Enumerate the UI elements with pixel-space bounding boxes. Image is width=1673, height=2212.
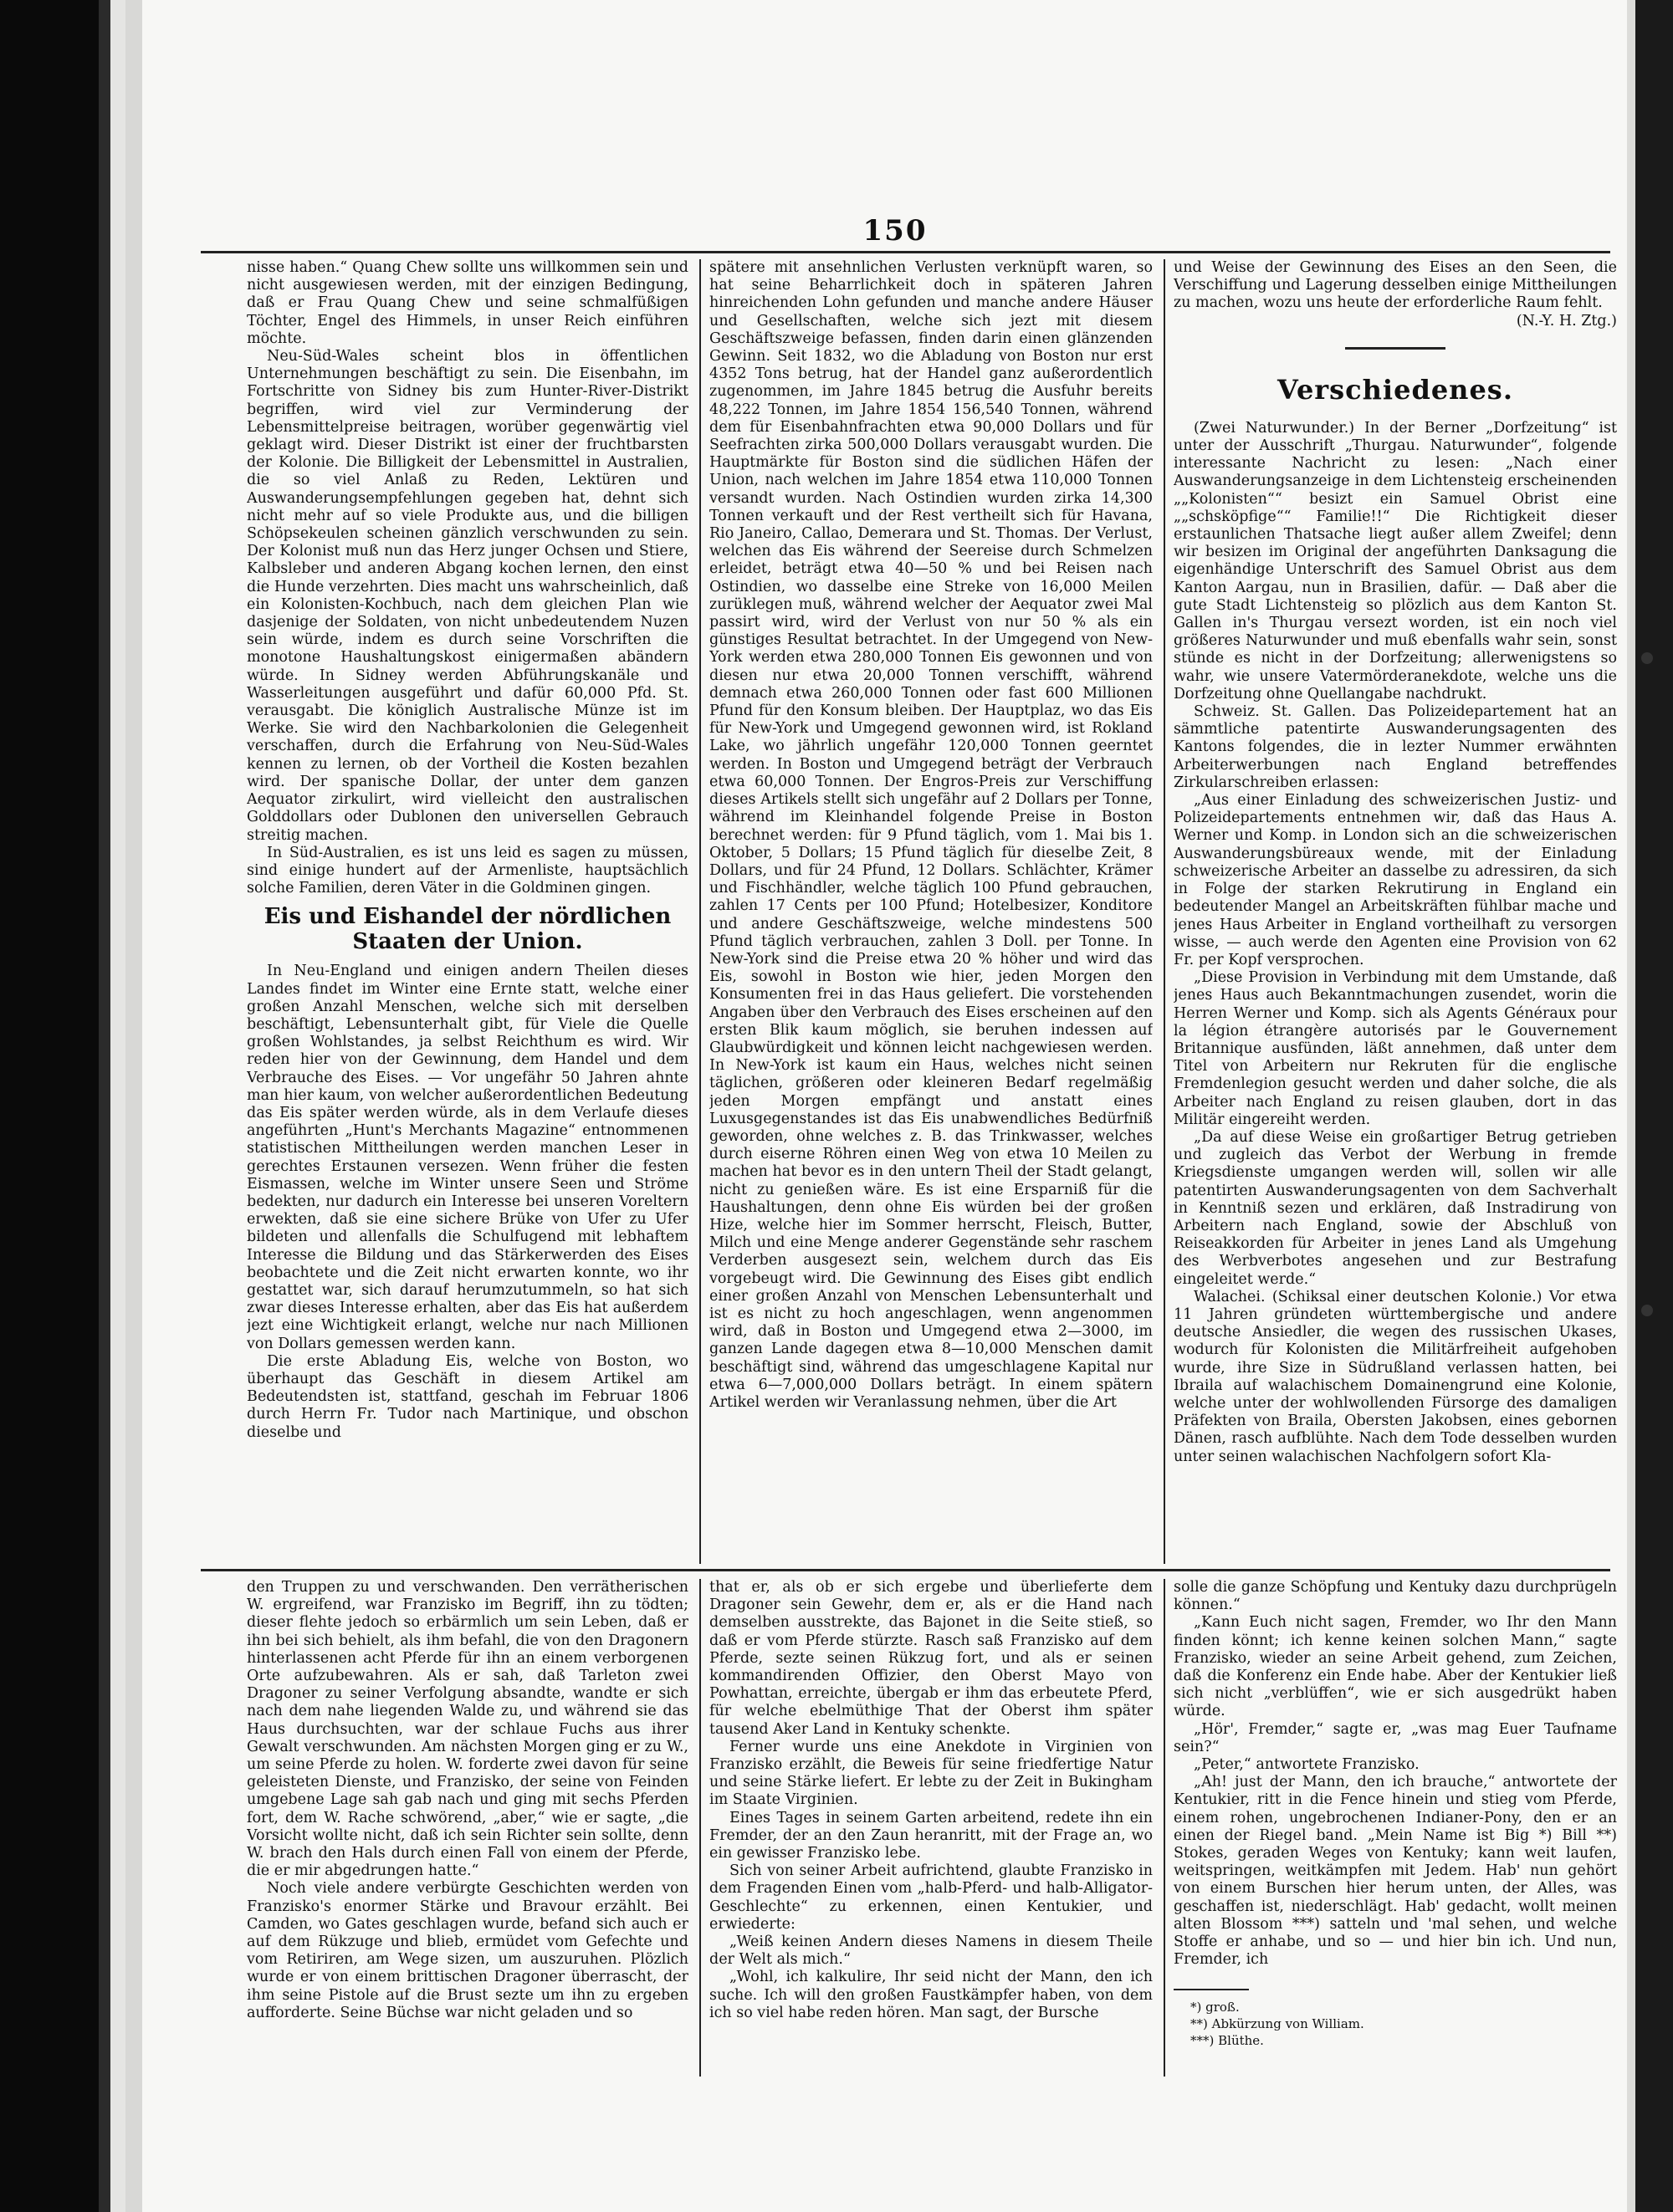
feuilleton-rule xyxy=(201,1569,1610,1571)
binding-edge xyxy=(0,0,125,2212)
paragraph: Sich von seiner Arbeit aufrichtend, glaubte Franzisko in dem Fragenden Einen vom „halb-Pferd- und halb-Alligator-Geschlechte“ zu erkennen, einen Kentukier, und erwiederte: xyxy=(709,1862,1153,1933)
footnote: ***) Blüthe. xyxy=(1190,2033,1264,2049)
feuilleton-column-2 xyxy=(709,1579,1153,2081)
paragraph: Die erste Abladung Eis, welche von Boston, wo überhaupt das Geschäft in diesem Artikel am Bedeutendsten ist, stattfand, geschah im Februar 1806 durch Herrn Fr. Tudor nach Martinique, und obschon dieselbe und xyxy=(247,1352,688,1441)
paragraph: „Wohl, ich kalkulire, Ihr seid nicht der Mann, den ich suche. Ich will den großen Faustkämpfer haben, von dem ich so viel habe reden hören. Man sagt, der Bursche xyxy=(709,1969,1153,2021)
column-rule xyxy=(699,259,701,1564)
footnote: *) groß. xyxy=(1190,2000,1240,2015)
column-rule xyxy=(1164,1579,1165,2077)
paragraph: spätere mit ansehnlichen Verlusten verknüpft waren, so hat seine Beharrlichkeit doch in späteren Jahren hinreichenden Lohn gefunden und manche andere Häuser und Gesellschaften, welche sich jezt mit diesem Geschäftszweige befassen, finden darin einen glänzenden Gewinn. Seit 1832, wo die Abladung von Boston nur erst 4352 Tons betrug, hat der Handel ganz außerordentlich zugenommen, im Jahre 1845 betrug die Ausfuhr bereits 48,222 Tonnen, im Jahre 1854 156,540 Tonnen, während dem für Eisenbahnfrachten etwa 90,000 Dollars und für Seefrachten zirka 500,000 Dollars verausgabt wurden. Die Hauptmärkte für Boston sind die südlichen Häfen der Union, nach welchen im Jahre 1854 etwa 110,000 Tonnen versandt wurden. Nach Ostindien wurden zirka 14,300 Tonnen verkauft und der Rest vertheilt sich für Havana, Rio Janeiro, Callao, Demerara und St. Thomas. Der Verlust, welchen das Eis während der Seereise durch Schmelzen erleidet, beträgt etwa 40—50 % und bei Reisen nach Ostindien, wo dasselbe eine Streke von 16,000 Meilen zurüklegen muß, während welcher der Aequator zwei Mal passirt wird, wird der Verlust von nur 50 % als ein günstiges Resultat betrachtet. In der Umgegend von New-York werden etwa 280,000 Tonnen Eis gewonnen und von diesen nur etwa 20,000 Tonnen verschifft, während demnach etwa 260,000 Tonnen oder fast 600 Millionen Pfund für den Konsum bleiben. Der Hauptplaz, wo das Eis für New-York und Umgegend gewonnen wird, ist Rokland Lake, wo jährlich ungefähr 120,000 Tonnen geerntet werden. In Boston und Umgegend beträgt der Verbrauch etwa 60,000 Tonnen. Der Engros-Preis zur Verschiffung dieses Artikels stellt sich ungefähr auf 2 Dollars per Tonne, während im Kleinhandel folgende Preise in Boston berechnet werden: für 9 Pfund täglich, vom 1. Mai bis 1. Oktober, 5 Dollars; 15 Pfund täglich für dieselbe Zeit, 8 Dollars, und für 24 Pfund, 12 Dollars. Schlächter, Krämer und Fischhändler, welche täglich 100 Pfund gebrauchen, zahlen 17 Cents per 100 Pfund; Hotelbesizer, Konditore und andere Geschäftszweige, welche mindestens 500 Pfund täglich verbrauchen, zahlen 3 Doll. per Tonne. In New-York sind die Preise etwa 20 % höher und wird das Eis, sowohl in Boston wie hier, jeden Morgen den Konsumenten frei in das Haus geliefert. Die vorstehenden Angaben über den Verbrauch des Eises erscheinen auf den ersten Blik kaum möglich, sie beruhen indessen auf Glaubwürdigkeit und können leicht nachgewiesen werden. In New-York ist kaum ein Haus, welches nicht seinen täglichen, größeren oder kleineren Bedarf regelmäßig jeden Morgen empfängt und anstatt eines Luxusgegenstandes ist das Eis unabwendliches Bedürfniß geworden, ohne welches z. B. das Trinkwasser, welches durch eiserne Röhren einen Weg von etwa 10 Meilen zu machen hat bevor es in den untern Theil der Stadt gelangt, nicht zu genießen wäre. Es ist eine Ersparniß für die Haushaltungen, denn ohne Eis würden bei der großen Hize, welche hier im Sommer herrscht, Fleisch, Butter, Milch und eine Menge anderer Gegenstände sehr raschem Verderben ausgesezt sein, welchem durch das Eis vorgebeugt wird. Die Gewinnung des Eises gibt endlich einer großen Anzahl von Menschen Lebensunterhalt und ist es nicht zu hoch angeschlagen, wenn angenommen wird, daß in Boston und Umgegend etwa 2—3000, im ganzen Lande dagegen etwa 8—10,000 Menschen damit beschäftigt sind, während das umgeschlagene Kapital nur etwa 6—7,000,000 Dollars beträgt. In einem spätern Artikel werden wir Veranlassung nehmen, über die Art xyxy=(709,259,1153,1411)
paragraph: „Da auf diese Weise ein großartiger Betrug getrieben und zugleich das Verbot der Werbung in fremde Kriegsdienste umgangen werden will, sollen wir alle patentirten Auswanderungsagenten von dem Sachverhalt in Kenntniß sezen und erklären, daß Instradirung von Arbeitern nach England, sowie der Abschluß von Reiseakkorden für Arbeiter in jenes Land als Umgehung des Werbverbotes angesehen und zur Bestrafung eingeleitet werde.“ xyxy=(1174,1128,1617,1288)
feuilleton-column-3 xyxy=(1174,1579,1617,2097)
paragraph: „Hör', Fremder,“ sagte er, „was mag Euer Taufname sein?“ xyxy=(1174,1720,1617,1755)
paragraph: In Neu-England und einigen andern Theilen dieses Landes findet im Winter eine Ernte statt, welche einer großen Anzahl Menschen, welche sich mit derselben beschäftigt, Lebensunterhalt gibt, für Viele die Quelle großen Wohlstandes, ja selbst Reichthum es wird. Wir reden hier von der Gewinnung, dem Handel und dem Verbrauche des Eises. — Vor ungefähr 50 Jahren ahnte man hier kaum, von welcher außerordentlichen Bedeutung das Eis später werden würde, als in dem Verlaufe dieses angeführten „Hunt's Merchants Magazine“ entnommenen statistischen Mittheilungen werden manchen Leser in gerechtes Erstaunen versezen. Wenn früher die festen Eismassen, welche im Winter unsere Seen und Ströme bedekten, nur dadurch ein Interesse bei unseren Voreltern erwekten, daß sie eine sichere Brüke von Ufer zu Ufer bildeten und allenfalls die Schulfugend mit lebhaftem Interesse die Bildung und das Stärkerwerden des Eises beobachtete und die Zeit nicht erwarten konnte, wo ihr gestattet war, sich darauf herumzutummeln, so hat sich zwar dieses Interesse erhalten, aber das Eis hat außerdem jezt eine Wichtigkeit erlangt, welche nur nach Millionen von Dollars gemessen werden kann. xyxy=(247,963,688,1352)
paragraph: „Peter,“ antwortete Franzisko. xyxy=(1194,1756,1420,1774)
paragraph: Ferner wurde uns eine Anekdote in Virginien von Franzisko erzählt, die Beweis für seine friedfertige Natur und seine Stärke liefert. Er lebte zu der Zeit in Bukingham im Staate Virginien. xyxy=(709,1738,1153,1809)
footnote-rule xyxy=(1174,1989,1249,1990)
article-heading: Eis und Eishandel der nördlichen Staaten der Union. xyxy=(263,904,672,955)
paragraph: In Süd-Australien, es ist uns leid es sagen zu müssen, sind einige hundert auf der Armenliste, hauptsächlich solche Familien, deren Väter in die Goldminen gingen. xyxy=(247,844,688,897)
footnote: **) Abkürzung von William. xyxy=(1190,2016,1364,2032)
paragraph: solle die ganze Schöpfung und Kentuky dazu durchprügeln können.“ xyxy=(1174,1579,1617,1614)
page-number: 150 xyxy=(862,214,928,248)
page-gutter xyxy=(125,0,142,2212)
paragraph: nisse haben.“ Quang Chew sollte uns willkommen sein und nicht ausgewiesen werden, mit der einzigen Bedingung, daß er Frau Quang Chew und seine schmalfüßigen Töchter, Engel des Himmels, in unser Reich einführen möchte. xyxy=(247,259,688,347)
paragraph: den Truppen zu und verschwanden. Den verrätherischen W. ergreifend, war Franzisko im Begriff, ihn zu tödten; dieser flehte jedoch so erbärmlich um sein Leben, daß er ihn bei sich behielt, als ihm befahl, die von den Dragonern hinterlassenen acht Pferde für ihn an einem verborgenen Orte aufzubewahren. Als er sah, daß Tarleton zwei Dragoner zu seiner Verfolgung absandte, wandte er sich nach dem nahe liegenden Walde zu, und während sie das Haus durchsuchten, war der schlaue Fuchs aus ihrer Gewalt verschwunden. Am nächsten Morgen ging er zu W., um seine Pferde zu holen. W. forderte zwei davon für seine geleisteten Dienste, und Franzisko, der seine von Feinden umgebene Lage sah gab nach und ging mit sechs Pferden fort, dem W. Rache schwörend, „aber,“ wie er sagte, „die Vorsicht wollte nicht, daß ich sein Richter sein sollte, denn W. brach den Hals durch einen Fall von einem der Pferde, die er mir abgedrungen hatte.“ xyxy=(247,1579,688,1880)
right-page-edge xyxy=(1627,0,1673,2212)
paragraph: Noch viele andere verbürgte Geschichten werden von Franzisko's enormer Stärke und Bravour erzählt. Bei Camden, wo Gates geschlagen wurde, befand sich auch er auf dem Rükzuge und blieb, ermüdet vom Gefechte und vom Retiriren, am Wege sizen, um auszuruhen. Plözlich wurde er von einem brittischen Dragoner überrascht, der ihm seine Pistole auf die Brust sezte um ihn zu ergeben aufforderte. Seine Büchse war nicht geladen und so xyxy=(247,1880,688,2021)
paragraph: Neu-Süd-Wales scheint blos in öffentlichen Unternehmungen beschäftigt zu sein. Die Eisenbahn, im Fortschritte von Sidney bis zum Hunter-River-Distrikt begriffen, wird viel zur Verminderung der Lebensmittelpreise beitragen, worüber gegenwärtig viel geklagt wird. Dieser Distrikt ist einer der fruchtbarsten der Kolonie. Die Billigkeit der Lebensmittel in Australien, die so viel Anlaß zu Reden, Lektüren und Auswanderungsempfehlungen gegeben hat, dehnt sich nicht mehr auf so viele Produkte aus, und die billigen Schöpsekeulen scheinen gänzlich verschwunden zu sein. Der Kolonist muß nun das Herz junger Ochsen und Stiere, Kalbsleber und anderen Abgang kochen lernen, den einst die Hunde verzehrten. Dies macht uns wahrscheinlich, daß ein Kolonisten-Kochbuch, nach dem gleichen Plan wie dasjenige der Soldaten, von nicht unbedeutendem Nuzen sein würde, indem es durch seine Vorschriften die monotone Haushaltungskost einigermaßen abändern würde. In Sidney werden Abführungskanäle und Wasserleitungen ausgeführt und dafür 60,000 Pfd. St. verausgabt. Die königlich Australische Münze ist im Werke. Sie wird den Nachbarkolonien die Gelegenheit verschaffen, durch die Erfahrung von Neu-Süd-Wales kennen zu lernen, ob der Vortheil die Kosten bezahlen wird. Der spanische Dollar, der unter dem ganzen Aequator zirkulirt, wird vielleicht den australischen Golddollars oder Dublonen den universellen Gebrauch streitig machen. xyxy=(247,348,688,844)
column-2 xyxy=(709,259,1153,1566)
source-citation: (N.-Y. H. Ztg.) xyxy=(1516,312,1617,330)
paragraph: Walachei. (Schiksal einer deutschen Kolonie.) Vor etwa 11 Jahren gründeten württembergische und andere deutsche Ansiedler, die wegen des russischen Ukases, wodurch für Kolonisten die Militärfreiheit aufgehoben wurde, ihre Size in Südrußland verlassen hatten, bei Ibraila auf walachischem Domainengrund eine Kolonie, welche unter der wohlwollenden Fürsorge des damaligen Präfekten von Braila, Obersten Jakobsen, eines gebornen Dänen, rasch aufblühte. Nach dem Tode desselben wurden unter seinen walachischen Nachfolgern sofort Kla- xyxy=(1174,1288,1617,1465)
column-3 xyxy=(1174,259,1617,1566)
column-rule xyxy=(1164,259,1165,1564)
paragraph: und Weise der Gewinnung des Eises an den Seen, die Verschiffung und Lagerung desselben einige Mittheilungen zu machen, wozu uns heute der erforderliche Raum fehlt. xyxy=(1174,259,1617,312)
column-1 xyxy=(247,259,688,1566)
paragraph: „Weiß keinen Andern dieses Namens in diesem Theile der Welt als mich.“ xyxy=(709,1934,1153,1969)
paragraph: „Aus einer Einladung des schweizerischen Justiz- und Polizeidepartements entnehmen wir, daß das Haus A. Werner und Komp. in London sich an die schweizerischen Auswanderungsbüreaux wende, mit der Einladung schweizerische Arbeiter an dasselbe zu adressiren, da sich in Folge der starken Rekrutirung in England ein bedeutender Mangel an Arbeitskräften fühlbar mache und jenes Haus Arbeiter in England vortheilhaft zu versorgen wisse, — auch werde den Agenten eine Provision von 62 Fr. per Kopf versprochen. xyxy=(1174,792,1617,968)
paragraph: (Zwei Naturwunder.) In der Berner „Dorfzeitung“ ist unter der Ausschrift „Thurgau. Naturwunder“, folgende interessante Nachricht zu lesen: „Nach einer Auswanderungsanzeige in dem Lichtensteig erscheinenden „„Kolonisten““ besizt ein Samuel Obrist eine „„schsköpfige““ Familie!!“ Die Richtigkeit dieser erstaunlichen Thatsache liegt außer allem Zweifel; denn wir besizen im Original der angeführten Danksagung die eigenhändige Unterschrift des Samuel Obrist aus dem Kanton Aargau, nun in Brasilien, dafür. — Daß aber die gute Stadt Lichtensteig so plözlich aus dem Kanton St. Gallen in's Thurgau versezt worden, ist ein noch viel größeres Naturwunder und muß ebenfalls wahr sein, sonst stünde es nicht in der Dorfzeitung; allerwenigstens so wahr, wie unsere Vatermörderanekdote, welche uns die Dorfzeitung ohne Quellangabe nachdrukt. xyxy=(1174,419,1617,702)
paragraph: „Kann Euch nicht sagen, Fremder, wo Ihr den Mann finden könnt; ich kenne keinen solchen Mann,“ sagte Franzisko, wieder an seine Arbeit gehend, zum Zeichen, daß die Konferenz ein Ende habe. Aber der Kentukier ließ sich nicht „verblüffen“, wie er sich ausgedrükt haben würde. xyxy=(1174,1614,1617,1720)
paragraph: Eines Tages in seinem Garten arbeitend, redete ihn ein Fremder, der an den Zaun heranritt, mit der Frage an, wo ein gewisser Franzisko lebe. xyxy=(709,1809,1153,1862)
feuilleton-column-1 xyxy=(247,1579,688,2081)
section-rule xyxy=(1345,347,1445,350)
column-rule xyxy=(699,1579,701,2077)
paragraph: „Diese Provision in Verbindung mit dem Umstande, daß jenes Haus auch Bekanntmachungen zusendet, worin die Herren Werner und Komp. sich als Agents Généraux pour la légion étrangère autorisés par le Gouvernement Britannique ausfünden, läßt annehmen, daß unter dem Titel von Arbeitern nur Rekruten für die englische Fremdenlegion gesucht werden und daher solche, die als Arbeiter nach England zu reisen glauben, dort in das Militär eingereiht werden. xyxy=(1174,969,1617,1128)
paragraph: Schweiz. St. Gallen. Das Polizeidepartement hat an sämmtliche patentirte Auswanderungsagenten des Kantons folgendes, die in lezter Nummer erwähnten Arbeiterwerbungen nach England betreffendes Zirkularschreiben erlassen: xyxy=(1174,703,1617,791)
paragraph: „Ah! just der Mann, den ich brauche,“ antwortete der Kentukier, ritt in die Fence hinein und stieg vom Pferde, einem rohen, ungebrochenen Indianer-Pony, den er an einen der Riegel band. „Mein Name ist Big *) Bill **) Stokes, geraden Weges von Kentuky; kann weit laufen, weitspringen, weitkämpfen mit Jedem. Hab' nun gehört von einem Burschen hier herum unten, der Alles, was geschaffen ist, niederschlägt. Hab' gedacht, wollt meinen alten Blossom ***) satteln und 'mal sehen, und welche Stoffe er anhabe, und so — und hier bin ich. Und nun, Fremder, ich xyxy=(1174,1774,1617,1969)
section-heading: Verschiedenes. xyxy=(1277,373,1513,406)
binding-hole xyxy=(1641,652,1653,664)
paragraph: that er, als ob er sich ergebe und überlieferte dem Dragoner sein Gewehr, dem er, als er die Hand nach demselben ausstrekte, das Bajonet in die Seite stieß, so daß er vom Pferde stürzte. Rasch saß Franzisko auf dem Pferde, sezte seinen Rükzug fort, und als er seinen kommandirenden Offizier, den Oberst Mayo von Powhattan, erreichte, übergab er ihm das erbeutete Pferd, für welche ebelmüthige That der Oberst ihm später tausend Aker Land in Kentuky schenkte. xyxy=(709,1579,1153,1738)
binding-hole xyxy=(1641,1305,1653,1316)
header-rule xyxy=(201,251,1610,253)
